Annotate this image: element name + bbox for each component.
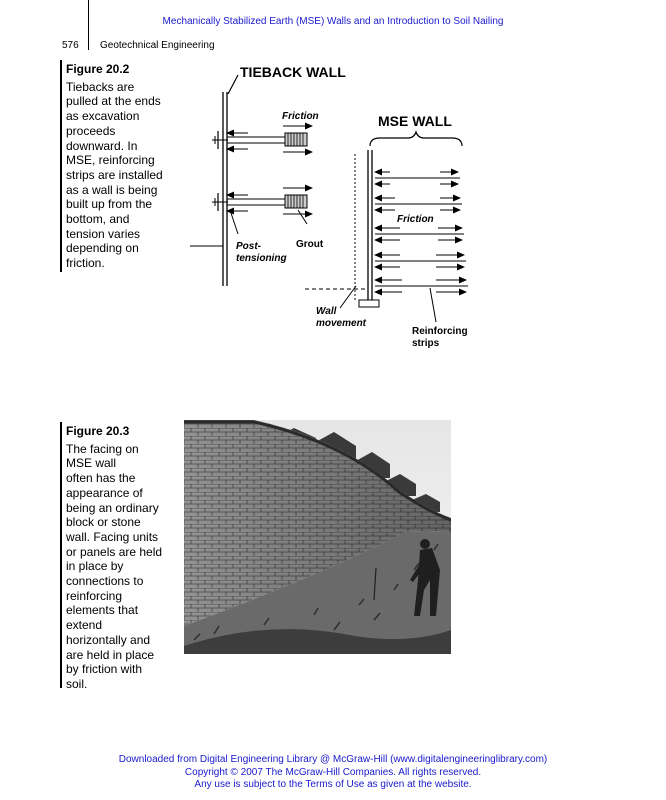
figure-20-3-label: Figure 20.3 (66, 424, 130, 438)
grout-leader (298, 210, 307, 224)
mse-wall-footing (359, 300, 379, 307)
grout-label: Grout (296, 239, 324, 250)
wall-movement-label-2: movement (316, 318, 367, 329)
figure-20-3-caption (66, 424, 178, 692)
reinforcing-strips (375, 172, 468, 292)
figure-20-2-text: Tiebacks are pulled at the ends as excavation proceeds downward. In MSE, reinforcing strips are installed as a wall is being built up from the bottom, and tension varies depending on friction. (66, 79, 163, 271)
tieback-anchor-lower (212, 193, 307, 211)
page-number: 576 (62, 40, 79, 51)
friction-label-left: Friction (282, 111, 319, 122)
reinforcing-leader (430, 288, 436, 322)
post-tensioning-label-2: tensioning (236, 253, 287, 264)
tieback-title: TIEBACK WALL (240, 64, 346, 80)
caption-rule (60, 422, 62, 688)
wall-movement-label-1: Wall (316, 306, 337, 317)
reinforcing-label-1: Reinforcing (412, 326, 468, 337)
mse-title: MSE WALL (378, 113, 452, 129)
running-head: Mechanically Stabilized Earth (MSE) Walls and an Introduction to Soil Nailing (162, 16, 504, 27)
figure-20-2-caption (66, 62, 178, 271)
tieback-title-leader (228, 75, 238, 94)
book-title: Geotechnical Engineering (100, 40, 215, 51)
tieback-anchor-upper (212, 131, 307, 149)
header-rule (88, 0, 89, 50)
tieback-mse-diagram (190, 58, 480, 358)
post-tensioning-leader (230, 210, 238, 234)
post-tensioning-label-1: Post- (236, 241, 261, 252)
mse-brace (370, 132, 462, 146)
footer-line-1: Downloaded from Digital Engineering Library @ McGraw-Hill (www.digitalengineeringlibrary.com) (118, 754, 548, 765)
friction-label-right: Friction (397, 214, 434, 225)
footer (0, 754, 666, 792)
mse-wall-photo (184, 420, 451, 654)
figure-20-3-text: The facing on MSE wall often has the appearance of being an ordinary block or stone wall. Facing units or panels are held in place by connections to reinforcing elements that extend horizontally and are held in place by friction with soil. (66, 441, 163, 691)
footer-line-2: Copyright © 2007 The McGraw-Hill Companies. All rights reserved. (184, 766, 482, 778)
reinforcing-label-2: strips (412, 338, 440, 349)
caption-rule (60, 60, 62, 272)
footer-line-3: Any use is subject to the Terms of Use as given at the website. (194, 779, 472, 790)
figure-20-2-label: Figure 20.2 (66, 62, 130, 76)
